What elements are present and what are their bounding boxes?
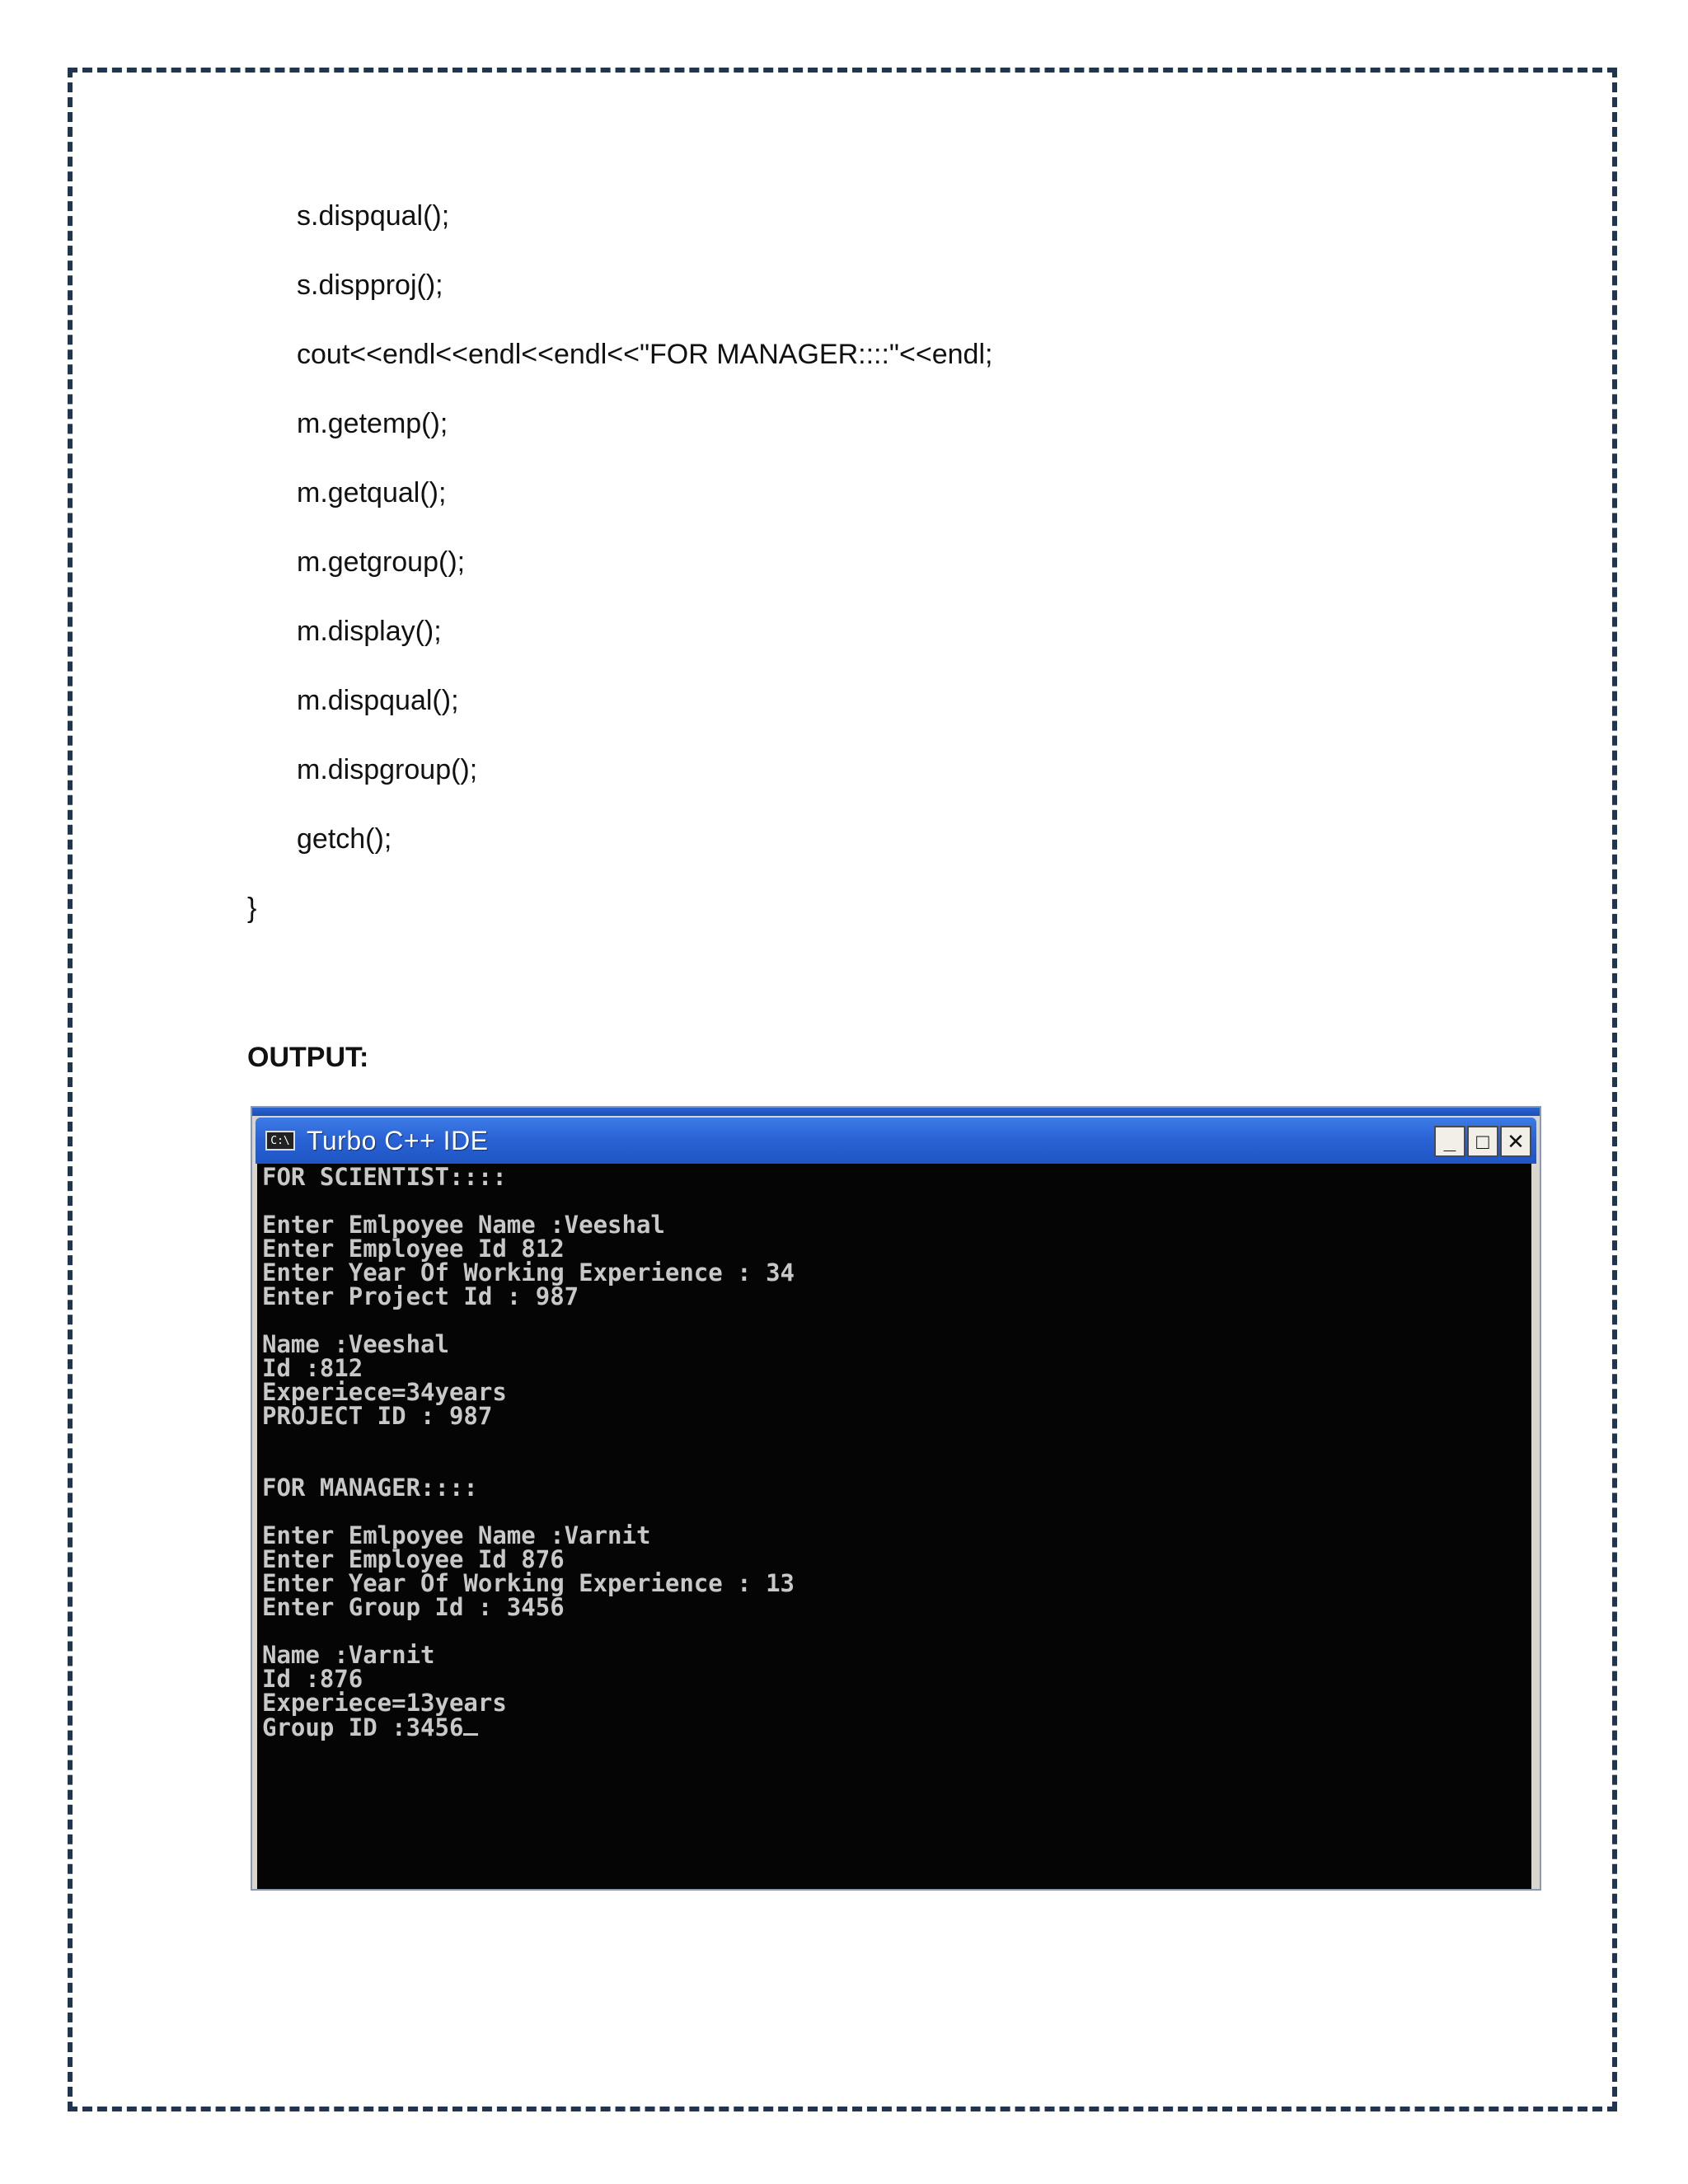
- code-line: getch();: [297, 823, 392, 855]
- code-line: s.dispproj();: [297, 269, 443, 301]
- console-output[interactable]: [257, 1164, 1531, 1889]
- console-line: Group ID :3456: [262, 1715, 1526, 1739]
- code-line: cout<<endl<<endl<<endl<<"FOR MANAGER::::"<<endl;: [297, 339, 993, 370]
- turbo-cpp-window[interactable]: [251, 1106, 1541, 1891]
- code-line: m.getemp();: [297, 408, 448, 439]
- console-line: Enter Employee Id 876: [262, 1545, 565, 1573]
- console-line: [262, 1452, 1526, 1476]
- code-line: m.dispqual();: [297, 685, 459, 716]
- closing-brace: }: [247, 893, 257, 924]
- console-line: FOR MANAGER::::: [262, 1474, 478, 1502]
- console-line: [262, 1500, 1526, 1524]
- console-line: Name :Veeshal: [262, 1330, 449, 1358]
- console-line: Enter Emlpoyee Name :Veeshal: [262, 1211, 665, 1239]
- window-title: Turbo C++ IDE: [307, 1125, 489, 1155]
- console-icon: C:\: [265, 1131, 295, 1151]
- console-line: PROJECT ID : 987: [262, 1402, 493, 1430]
- console-line: Experiece=34years: [262, 1378, 507, 1406]
- console-line: Name :Varnit: [262, 1641, 435, 1669]
- console-line: Enter Year Of Working Experience : 13: [262, 1569, 795, 1597]
- console-line: Enter Group Id : 3456: [262, 1593, 565, 1621]
- window-top-strip: [252, 1108, 1540, 1116]
- window-titlebar[interactable]: [256, 1118, 1536, 1164]
- console-line: FOR SCIENTIST::::: [262, 1163, 507, 1191]
- console-line: [262, 1619, 1526, 1643]
- code-line: m.getgroup();: [297, 546, 466, 578]
- console-line: Enter Year Of Working Experience : 34: [262, 1258, 795, 1286]
- close-button[interactable]: ✕: [1500, 1126, 1531, 1157]
- code-line: m.display();: [297, 616, 442, 647]
- code-line: s.dispqual();: [297, 200, 450, 232]
- minimize-button[interactable]: _: [1434, 1126, 1465, 1157]
- maximize-button[interactable]: □: [1467, 1126, 1498, 1157]
- text-cursor: [463, 1715, 478, 1736]
- window-controls: [1434, 1126, 1531, 1157]
- console-line: [262, 1428, 1526, 1452]
- console-line: Enter Emlpoyee Name :Varnit: [262, 1521, 651, 1549]
- output-heading: OUTPUT:: [247, 1042, 369, 1073]
- console-line: Enter Project Id : 987: [262, 1282, 579, 1310]
- code-line: m.getqual();: [297, 477, 447, 509]
- console-line: Enter Employee Id 812: [262, 1235, 565, 1263]
- code-line: m.dispgroup();: [297, 754, 478, 785]
- console-line: Id :876: [262, 1665, 363, 1693]
- console-line: Experiece=13years: [262, 1689, 507, 1717]
- console-line: [262, 1189, 1526, 1213]
- console-line: [262, 1309, 1526, 1333]
- console-line: Id :812: [262, 1354, 363, 1382]
